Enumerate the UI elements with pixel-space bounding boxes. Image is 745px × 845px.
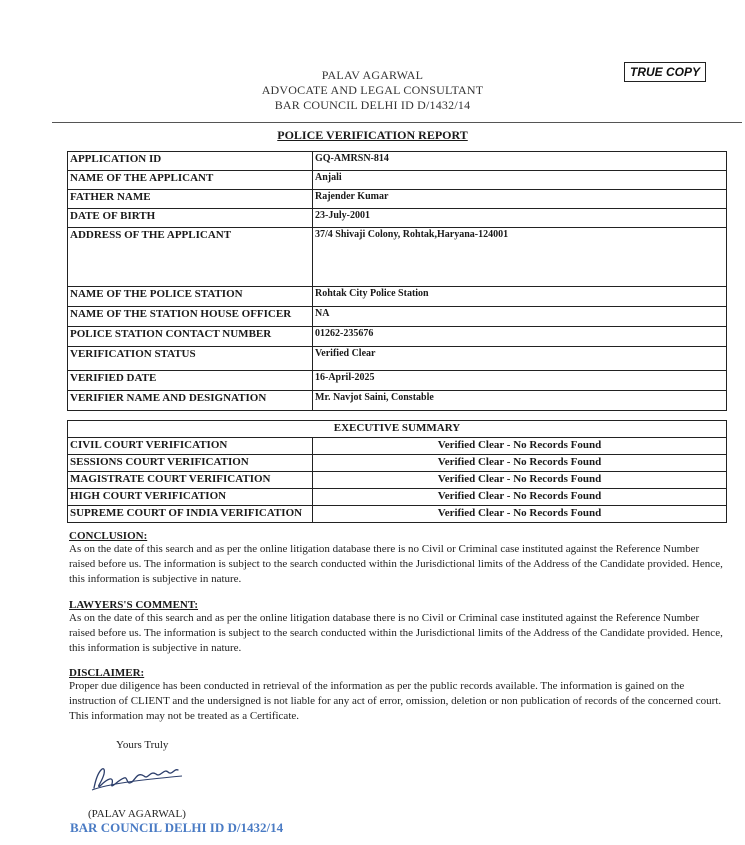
detail-value: 01262-235676 (313, 327, 727, 347)
table-row (68, 391, 727, 411)
advocate-title: ADVOCATE AND LEGAL CONSULTANT (261, 83, 484, 97)
summary-label: SESSIONS COURT VERIFICATION (68, 455, 313, 472)
disclaimer-text: Proper due diligence has been conducted in retrieval of the information as per the public records available. The information is gained on the instruction of CLIENT and the undersigned is not liable for any act of error, omission, deletion or non publication of records of the concerned court. This information may not be treated as a Certificate. (69, 680, 722, 722)
detail-value: Anjali (313, 171, 727, 190)
detail-label: NAME OF THE APPLICANT (68, 171, 313, 190)
summary-heading: EXECUTIVE SUMMARY (68, 421, 727, 438)
detail-label: NAME OF THE STATION HOUSE OFFICER (68, 307, 313, 327)
detail-value: Verified Clear (313, 347, 727, 371)
table-row (68, 307, 727, 327)
conclusion-text: As on the date of this search and as per the online litigation database there is no Civil or Criminal case instituted against the Reference Number raised before us. The information is subject to the search conducted within the Jurisdictional limits of the Address of the Candidate provided. Hence, this information is subjective in nature. (69, 543, 723, 585)
table-row (68, 489, 727, 506)
summary-value: Verified Clear - No Records Found (313, 506, 727, 523)
advocate-name: PALAV AGARWAL (321, 68, 424, 82)
table-row (68, 171, 727, 190)
detail-value: 37/4 Shivaji Colony, Rohtak,Haryana-124001 (313, 228, 727, 287)
signatory-name: (PALAV AGARWAL) (88, 808, 186, 820)
summary-label: MAGISTRATE COURT VERIFICATION (68, 472, 313, 489)
summary-label: HIGH COURT VERIFICATION (68, 489, 313, 506)
detail-label: POLICE STATION CONTACT NUMBER (68, 327, 313, 347)
applicant-details-table (67, 151, 727, 411)
summary-value: Verified Clear - No Records Found (313, 438, 727, 455)
table-row (68, 438, 727, 455)
summary-label: SUPREME COURT OF INDIA VERIFICATION (68, 506, 313, 523)
detail-label: ADDRESS OF THE APPLICANT (68, 228, 313, 287)
table-row (68, 347, 727, 371)
summary-value: Verified Clear - No Records Found (313, 455, 727, 472)
detail-label: VERIFICATION STATUS (68, 347, 313, 371)
report-title: POLICE VERIFICATION REPORT (277, 128, 468, 142)
lawyers-comment-text: As on the date of this search and as per the online litigation database there is no Civil or Criminal case instituted against the Reference Number raised before us. The information is subject to the search conducted within the Jurisdictional limits of the Address of the Candidate provided. Hence, this information is subjective in nature. (69, 612, 723, 654)
table-row (68, 371, 727, 391)
summary-value: Verified Clear - No Records Found (313, 472, 727, 489)
detail-value: NA (313, 307, 727, 327)
lawyers-comment-heading: LAWYERS'S COMMENT: (69, 599, 199, 611)
executive-summary-table (67, 420, 727, 523)
detail-label: NAME OF THE POLICE STATION (68, 287, 313, 307)
detail-value: GQ-AMRSN-814 (313, 152, 727, 171)
handwritten-signature (88, 758, 188, 798)
table-row (68, 455, 727, 472)
detail-label: VERIFIED DATE (68, 371, 313, 391)
signatory-bar-id: BAR COUNCIL DELHI ID D/1432/14 (70, 820, 284, 835)
detail-label: APPLICATION ID (68, 152, 313, 171)
table-row (68, 190, 727, 209)
table-row (68, 421, 727, 438)
bar-council-id: BAR COUNCIL DELHI ID D/1432/14 (274, 98, 471, 112)
conclusion-section (69, 530, 723, 587)
true-copy-stamp: TRUE COPY (624, 62, 706, 82)
disclaimer-section (69, 667, 723, 724)
table-row (68, 327, 727, 347)
summary-label: CIVIL COURT VERIFICATION (68, 438, 313, 455)
lawyers-comment-section (69, 599, 723, 656)
table-row (68, 506, 727, 523)
header-divider (52, 122, 742, 123)
yours-truly: Yours Truly (116, 739, 169, 751)
detail-value: Rohtak City Police Station (313, 287, 727, 307)
detail-value: Rajender Kumar (313, 190, 727, 209)
table-row (68, 152, 727, 171)
table-row (68, 287, 727, 307)
detail-value: Mr. Navjot Saini, Constable (313, 391, 727, 411)
table-row (68, 228, 727, 287)
summary-value: Verified Clear - No Records Found (313, 489, 727, 506)
table-row (68, 209, 727, 228)
detail-label: FATHER NAME (68, 190, 313, 209)
detail-label: DATE OF BIRTH (68, 209, 313, 228)
conclusion-heading: CONCLUSION: (69, 530, 148, 542)
detail-label: VERIFIER NAME AND DESIGNATION (68, 391, 313, 411)
disclaimer-heading: DISCLAIMER: (69, 667, 145, 679)
detail-value: 23-July-2001 (313, 209, 727, 228)
table-row (68, 472, 727, 489)
detail-value: 16-April-2025 (313, 371, 727, 391)
